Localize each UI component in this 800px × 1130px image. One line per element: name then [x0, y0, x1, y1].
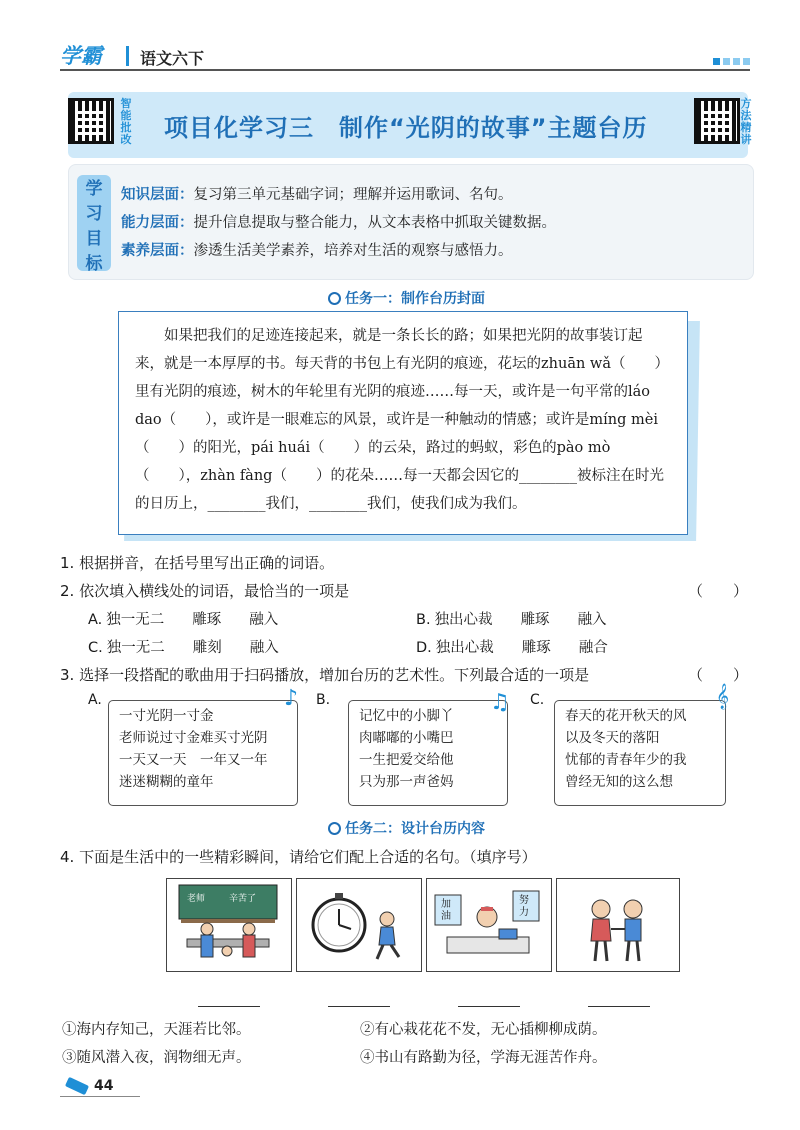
- page-header: [60, 38, 750, 72]
- lyric-line: 一天又一天 一年又一年: [119, 752, 268, 768]
- option-word: 雕琢: [521, 640, 551, 656]
- task2-title-text: 任务二：设计台历内容: [345, 821, 485, 837]
- picture-friends: [556, 878, 680, 972]
- lyric-line: 一生把爱交给他: [359, 752, 454, 768]
- board-text-2: 辛苦了: [229, 894, 257, 904]
- brand-logo: 学霸: [60, 44, 102, 68]
- picture-teacher-thanks: [166, 878, 292, 972]
- option-word: 融入: [577, 612, 607, 628]
- question-3: 3. 选择一段搭配的歌曲用于扫码播放，增加台历的艺术性。下列最合适的一项是: [60, 666, 590, 684]
- option-d[interactable]: [416, 636, 636, 657]
- footer-rule: [60, 1096, 140, 1097]
- clock-illustration: [297, 879, 420, 970]
- option-word: 独出心裁: [434, 612, 493, 628]
- goal-key: 素养层面：: [121, 243, 194, 259]
- lyric-line: 曾经无知的这么想: [565, 774, 673, 790]
- qr-code-icon[interactable]: [68, 98, 114, 144]
- lyric-line: 只为那一声爸妈: [359, 774, 454, 790]
- lyric-line: 肉嘟嘟的小嘴巴: [359, 730, 454, 746]
- option-b[interactable]: [416, 608, 635, 629]
- song-a-card[interactable]: [108, 700, 298, 806]
- qr-code-icon[interactable]: [694, 98, 740, 144]
- option-word: 雕琢: [520, 612, 550, 628]
- page-title: 项目化学习三 制作“光阴的故事”主题台历: [164, 114, 648, 142]
- answer-blank[interactable]: [198, 1006, 260, 1007]
- lyric-line: 迷迷糊糊的童年: [119, 774, 214, 790]
- motto-3: ③随风潜入夜，润物细无声。: [62, 1050, 251, 1066]
- song-b-letter: B.: [316, 692, 331, 708]
- goals-label-char: 目: [85, 229, 103, 249]
- project-banner: [68, 92, 752, 158]
- song-b-card[interactable]: [348, 700, 508, 806]
- option-word: 雕刻: [192, 640, 222, 656]
- goals-label-char: 习: [85, 204, 103, 224]
- goal-value: 渗透生活美学素养，培养对生活的观察与感悟力。: [193, 243, 513, 259]
- motto-4: ④书山有路勤为径，学海无涯苦作舟。: [360, 1050, 607, 1066]
- option-word: 雕琢: [192, 612, 222, 628]
- option-letter: D.: [416, 640, 432, 656]
- passage-box: [118, 311, 688, 535]
- task1-title: [328, 288, 485, 308]
- goal-value: 提升信息提取与整合能力，从文本表格中抓取关键数据。: [193, 215, 556, 231]
- option-word: 独一无二: [106, 612, 165, 628]
- music-note-icon: ♪: [284, 686, 299, 711]
- goal-value: 复习第三单元基础字词；理解并运用歌词、名句。: [193, 187, 513, 203]
- sign-text-1: 加油: [441, 899, 451, 922]
- studying-illustration: [427, 879, 550, 970]
- option-word: 融入: [249, 612, 279, 628]
- board-text-1: 老师: [187, 894, 206, 904]
- qr-tag-right: 方法精讲: [740, 97, 752, 146]
- goals-label-char: 学: [85, 179, 103, 199]
- magnifier-icon: [328, 292, 341, 305]
- question-2: 2. 依次填入横线处的词语，最恰当的一项是: [60, 582, 350, 600]
- header-decoration: [713, 58, 750, 65]
- lyric-line: 以及冬天的落阳: [565, 730, 660, 746]
- sign-text-2: 努力: [519, 895, 529, 918]
- motto-1: ①海内存知己，天涯若比邻。: [62, 1022, 251, 1038]
- lyric-line: 春天的花开秋天的风: [565, 708, 687, 724]
- picture-clock-running: [296, 878, 422, 972]
- learning-goals: [68, 164, 754, 280]
- lyric-line: 忧郁的青春年少的我: [565, 752, 687, 768]
- answer-blank[interactable]: [588, 1006, 650, 1007]
- goal-row: [121, 211, 556, 232]
- question-1: 1. 根据拼音，在括号里写出正确的词语。: [60, 554, 335, 572]
- goals-label-char: 标: [85, 254, 103, 274]
- song-a-letter: A.: [88, 692, 102, 708]
- option-word: 独出心裁: [435, 640, 494, 656]
- lyric-line: 记忆中的小脚丫: [359, 708, 454, 724]
- song-c-card[interactable]: [554, 700, 726, 806]
- answer-paren-2[interactable]: （ ）: [687, 582, 748, 600]
- goal-row: [121, 183, 513, 204]
- answer-blank[interactable]: [328, 1006, 390, 1007]
- option-letter: B.: [416, 612, 431, 628]
- answer-blank[interactable]: [458, 1006, 520, 1007]
- lyric-line: 老师说过寸金难买寸光阴: [119, 730, 268, 746]
- option-word: 融合: [578, 640, 608, 656]
- picture-study-hard: [426, 878, 552, 972]
- page-number: 44: [94, 1078, 114, 1094]
- option-word: 独一无二: [106, 640, 165, 656]
- qr-tag-left: 智能批改: [120, 97, 132, 146]
- option-a[interactable]: [88, 608, 306, 629]
- brand-divider: [126, 46, 129, 66]
- music-note-icon: ♫: [490, 690, 510, 715]
- task2-title: [328, 818, 485, 838]
- goal-key: 知识层面：: [121, 187, 194, 203]
- option-word: 融入: [249, 640, 279, 656]
- passage-card: [118, 311, 700, 541]
- goal-key: 能力层面：: [121, 215, 194, 231]
- song-c-letter: C.: [530, 692, 545, 708]
- motto-2: ②有心栽花花不发，无心插柳柳成荫。: [360, 1022, 607, 1038]
- header-rule: [60, 69, 750, 71]
- passage-text: 如果把我们的足迹连接起来，就是一条长长的路；如果把光阴的故事装订起来，就是一本厚厚的书。每天背的书包上有光阴的痕迹，花坛的zhuān wǎ（ ）里有光阴的痕迹，树木的年轮里有光阴的痕迹……每一天，或许是一句平常的láo dao（ ），或许是一眼难忘的风景，或许是一种触动的情感；或许是míng mèi（ ）的阳光，pái huái（ ）的云朵，路过的蚂蚁，彩色的pào mò（ ），zhàn fàng（ ）的花朵……每一天都会因它的________被标注在时光的日历上，________我们，________我们，使我们成为我们。: [135, 328, 669, 512]
- question-4: 4. 下面是生活中的一些精彩瞬间，请给它们配上合适的名句。（填序号）: [60, 848, 537, 866]
- goal-row: [121, 239, 513, 260]
- option-letter: A.: [88, 612, 103, 628]
- treble-clef-icon: 𝄞: [716, 684, 730, 709]
- pencil-icon: [65, 1077, 89, 1095]
- option-letter: C.: [88, 640, 103, 656]
- task1-title-text: 任务一：制作台历封面: [345, 291, 485, 307]
- subject-title: 语文六下: [140, 49, 205, 68]
- friends-illustration: [557, 879, 678, 970]
- goals-label: [77, 175, 111, 274]
- answer-paren-3[interactable]: （ ）: [687, 666, 748, 684]
- lyric-line: 一寸光阴一寸金: [119, 708, 214, 724]
- magnifier-icon: [328, 822, 341, 835]
- option-c[interactable]: [88, 636, 307, 657]
